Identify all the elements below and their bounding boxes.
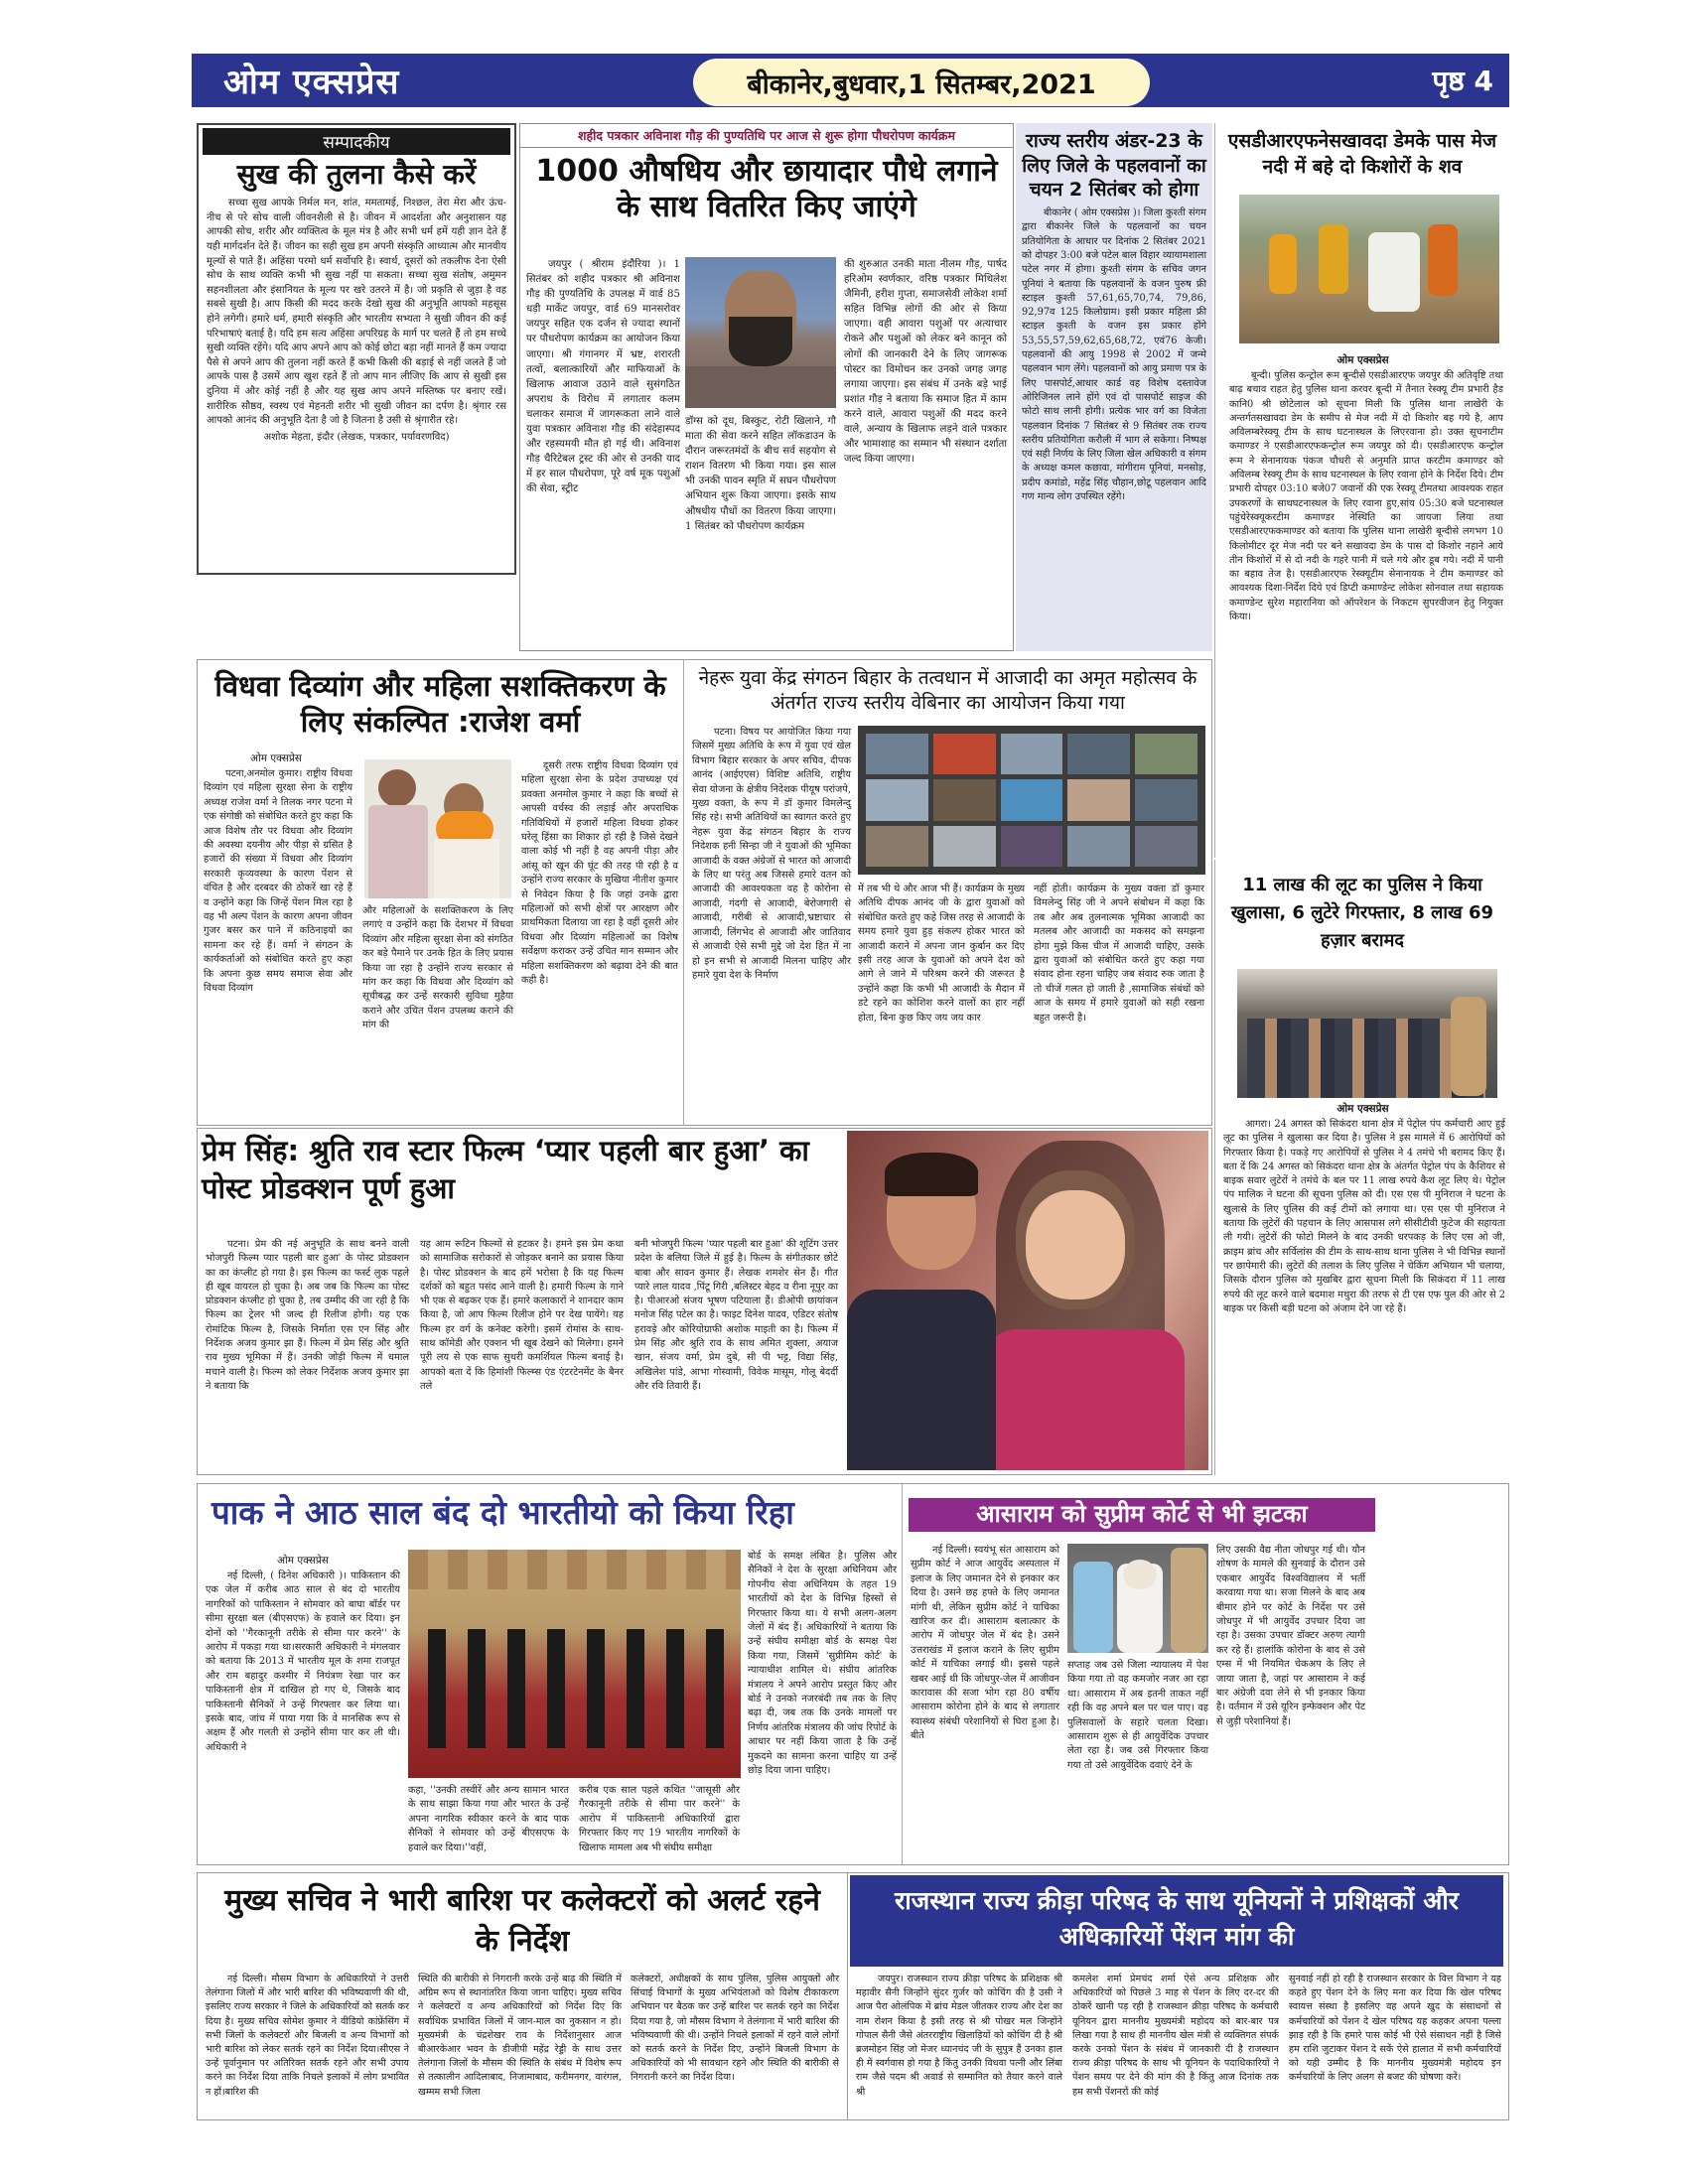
widow-source: ओम एक्सप्रेस: [250, 752, 302, 764]
sports-council-article: [847, 1872, 1509, 2120]
rain-article: [197, 1872, 847, 2120]
wrestling-article: [1016, 123, 1212, 651]
plantation-col1: जयपुर ( श्रीराम इंदौरिया )। 1 सितंबर को शहीद पत्रकार श्री अविनाश गौड़ की पुण्यतिथि के उपलक्ष में वार्ड 85 धड़ी मार्केट जयपुर, वार्ड 69 मानसरोवर जयपुर सहित एक दर्जन से ज्यादा स्थानों पर पौधरोपण कार्यक्रम का आयोजन किया जाएगा। श्री गंगानगर में भ्रष्ट, शरारती तत्वों, बलात्कारियों और माफियाओं के खिलाफ आवाज उठाने वाले सुसंगठित अपराध के विरोध में लगातार कलम चलाकर समाज में जागरूकता लाने वाले युवा पत्रकार अविनाश गौड़ की संदेहास्पद और रहस्यमयी मौत हो गई थी। अविनाश गौड़ चैरिटेबल ट्रस्ट की ओर से उनकी याद में हर साल पौधरोपण, पूरे वर्ष मूक पशुओं की सेवा, स्ट्रीट: [526, 259, 680, 495]
court-judges-photo: [408, 1550, 741, 1778]
asaram-headline: आसाराम को सुप्रीम कोर्ट से भी झटका: [909, 1498, 1375, 1532]
plantation-article: [519, 123, 1014, 651]
dateline: बीकानेर,बुधवार,1 सितम्बर,2021: [693, 59, 1150, 106]
asaram-article: [902, 1483, 1509, 1865]
webinar-screenshot: [858, 726, 1205, 875]
wrestling-body: बीकानेर ( ओम एक्सप्रेस )। जिला कुश्ती संगम द्वारा बीकानेर जिले के पहलवानों का चयन प्रतियोगिता के आधार पर दिनांक 2 सितंबर 2021 को दोपहर 3:00 बजे पटेल बाल विहार व्यायामशाला पटेल नगर में होगा। कुश्ती संगम के सचिव जगन पूनियां ने बताया कि पहलवानों के वजन पुरुष फ्री स्टाइल कुश्ती 57,61,65,70,74, 79,86, 92,97व 125 किलोग्राम। इसी प्रकार महिला फ्री स्टाइल कुश्ती के वजन इस प्रकार होंगे 53,55,57,59,62,65,68,72, एवं76 केजी। पहलवानों की आयु 1998 से 2002 में जन्मे पहलवान भाग लेंगे। पहलवानों को आयु प्रमाण पत्र के लिए पासपोर्ट,आधार कार्ड वह विशेष दस्तावेज ओरिजिनल लाने होंगे एवं दो पासपोर्ट साइज की फोटो साथ लानी होगी। प्रत्येक भार वर्ग का विजेता पहलवान दिनांक 7 सितंबर से 9 सितंबर तक राज्य स्तरीय प्रतियोगिता करौली में भाग ले सकेगा। निष्पक्ष एवं सही निर्णय के लिए जिला खेल अधिकारी व संगम के अध्यक्ष कमल कछावा, मांगीराम पूनियां, मनसोड़, प्रदीप कमांडो, महेंद्र सिंह चौहान,छोटू पहलवान आदि गण मान्य लोग उपस्थित रहेंगे।: [1022, 207, 1206, 502]
pak-col3: करीब एक साल पहले कथित ''जासूसी और गैरकानूनी तरीके से सीमा पार करने'' के आरोप में पाकिस्तानी अधिकारियों द्वारा गिरफ्तार किए गए 19 भारतीय नागरिकों के खिलाफ मामला अब भी संघीय समीक्षा: [579, 1785, 740, 1853]
film-col1: पटना। प्रेम की नई अनुभूति के साथ बनने वाली भोजपुरी फिल्म प्यार पहली बार हुआ' के पोस्ट प्रोडक्शन का का कंप्लीट हो गया है। इस फिल्म का फर्स्ट लुक पहले ही खूब वायरल हो चुका है। अब जब कि फिल्म का पोस्ट प्रोडक्शन कंप्लीट हो चुका है, तब उम्मीद की जा रही है कि फिल्म का ट्रेलर भी जल्द ही रिलीज होगी। यह एक रोमांटिक फिल्म है, जिसके निर्माता एस एन सिंह और निर्देशक अजय कुमार झा हैं। फिल्म में प्रेम सिंह और श्रुति राव मुख्य भूमिका में हैं। उनकी जोड़ी फिल्म में धमाल मचाने वाली है। फिल्म को लेकर निर्देशक अजय कुमार झा ने बताया कि: [206, 1239, 409, 1392]
river-article: [1214, 123, 1509, 858]
editorial-article: [197, 123, 516, 575]
avinash-gaur-photo: [685, 257, 836, 408]
sports-council-col3: सुनवाई नहीं हो रही है राजस्थान सरकार के वित्त विभाग ने यह कहते हुए पेंशन देने के लिए मना कर दिया कि खेल परिषद स्वायत्त संस्था है इसलिए वह अपने खुद के संसाधनों से कर्मचारियों को पेंशन दे खेल परिषद यह कहकर अपना पल्ला झाड़ रही है कि हमारे पास कोई भी ऐसे संसाधन नहीं है जिसे हम राशि जुटाकर पेंशन दे सकें ऐसे हालात में सभी कर्मचारियों को यही उम्मीद है कि माननीय मुख्यमंत्री महोदय इन कर्मचारियों के लिए अलग से बजट की घोषणा करें।: [1289, 1974, 1501, 2084]
river-body: बून्दी। पुलिस कन्ट्रोल रूम बून्दीसे एसडीआरएफ जयपुर की अतिवृष्टि तथा बाढ़ बचाव राहत हेतु पुलिस थाना करवर बून्दी में तैनात रेस्क्यू टीम प्रभारी हैड कानि0 श्री छोटेलाल को सूचना मिली कि पुलिस थाना लाखेरी के अन्तर्गतसखावदा डेम के समीप से मेज नदी में दो किशोर बह गये है, आप अविलम्बरेस्क्यू टीम के साथ घटनास्थल के लिएरवाना हो। उक्त सूचनाटीम कमाण्डर ने एसडीआरएफकन्ट्रोल रूम जयपुर को दी। एसडीआरएफ कन्ट्रोल रूम ने सेनानायक पंकज चौधरी से अनुमति प्राप्त करटीम कमाण्डर को अविलम्ब रेस्क्यू टीम के साथ घटनास्थल के लिए रवाना होने के निर्देश दिये। टीम प्रभारी दोपहर 03:10 बजे07 जवानों की एक रेस्क्यू टीमतथा आवश्यक राहत उपकरणों के साथघटनास्थल के लिए रवाना हुए,सांय 05:30 बजे घटनास्थल पहुंचेरेस्क्यूकरटीम कमाण्डर नेस्थिति का जायजा लिया तथा एसडीआरएफकमाण्डर को बताया कि पुलिस थाना लाखेरी बून्दीसे लगभग 10 किलोमीटर दूर मेज नदी पर बने सखावदा डेम के पास दो किशोर नहाने आये तीन किशोरों में से दो नदी के गहरे पानी में चले गये और डूब गये। नदी में पानी का बहाव तेज है। एसडीआरएफ रेस्क्यूटीम सेनानायक ने टीम कमाण्डर को आवश्यक दिशा-निर्देश दिये एवं डिप्टी कमाण्डेन्ट लोकेश सोनवाल तथा सहायक कमाण्डेन्ट सुरेश महारानिया को ऑपरेशन के निकटम सुपरवीजन हेतु नियुक्त किया।: [1229, 370, 1503, 623]
pak-source: ओम एक्सप्रेस: [277, 1555, 329, 1567]
widow-col3: दूसरी तरफ राष्ट्रीय विधवा दिव्यांग एवं महिला सुरक्षा सेना के प्रदेश उपाध्यक्ष एवं प्रवक्ता अनमोल कुमार ने कहा कि बच्चों से आपसी वर्चस्व की लड़ाई और अपराधिक गतिविधियों में हजारों महिला विधवा होकर घरेलू हिंसा का शिकार हो रही है जिसे देखने वाला कोई भी नहीं है वह अपनी पीड़ा और आंसू को खून की घूंट की तरह पी रही है व उन्होंने राज्य सरकार के मुखिया नीतीश कुमार से निवेदन किया है कि जहां उनके द्वारा महिलाओं को सभी क्षेत्रों पर आरक्षण और प्राथमिकता दिलाया जा रहा है वहीं दूसरी ओर विधवा और दिव्यांग महिलाओं का विशेष सर्वेक्षण कराकर उन्हें उचित मान सम्मान और महिला सशक्तिकरण को बढ़ावा देने की बात कही है।: [521, 760, 678, 987]
asaram-photo: [1067, 1544, 1208, 1653]
film-still-photo: [847, 1131, 1208, 1470]
loot-arrest-photo: [1237, 969, 1497, 1098]
pak-headline: पाक ने आठ साल बंद दो भारतीयो को किया रिहा: [211, 1493, 794, 1532]
widow-article: [197, 659, 683, 1126]
plantation-col2: डॉग्स को दूध, बिस्कुट, रोटी खिलाने, गौ माता की सेवा करने सहित लॉकडाउन के दौरान जरूरतमंदों के बीच सर्व सहयोग से राशन वितरण भी किया गया। इस साल भी उनकी पावन स्मृति में सघन पौधरोपण अभियान शुरू किया जाएगा। इसके साथ औषधीय पौधों का वितरण किया जाएगा। 1 सितंबर को पौधरोपण कार्यक्रम: [685, 416, 836, 532]
plantation-headline: 1000 औषधिय और छायादार पौधे लगाने के साथ वितरित किए जाएंगे: [535, 154, 998, 224]
webinar-col1: पटना। विषय पर आयोजित किया गया जिसमें मुख्य अतिथि के रूप में युवा एवं खेल विभाग बिहार सरकार के अपर सचिव, दीपक आनंद (आईएएस) विशिष्ट अतिथि, राष्ट्रीय सेवा योजना के क्षेत्रीय निदेशक पीयूष परांजपे, मुख्य वक्ता, के रूप में डॉ कुमार विमलेन्दु सिंह रहे। सभी अतिथियों का स्वागत करते हुए नेहरू युवा केंद्र संगठन बिहार के राज्य निदेशक हनी सिन्हा जी ने युवाओं की भूमिका आजादी के वक्त अंग्रेजों से भारत को आजादी के लिए था परंतु अब जिससे हमारे वतन को आजादी की आवश्यकता वह है कोरोना से आजादी, गंदगी से आजादी, बेरोजगारी से आजादी, गरीबी से आजादी,भ्रष्टाचार से आजादी, लिंगभेद से आजादी और जातिवाद से आजादी ऐसे सभी मुद्दे जो देश हित में ना हो इन सभी से आजादी मिलना चाहिए और हमारे युवा देश के निर्माण: [692, 727, 851, 981]
pak-article: [197, 1483, 902, 1865]
newspaper-title: ओम एक्सप्रेस: [223, 63, 400, 102]
widow-headline: विधवा दिव्यांग और महिला सशक्तिकरण के लिए संकल्पित :राजेश वर्मा: [214, 669, 666, 740]
editorial-author: अशोक मेहता, इंदौर (लेखक, पत्रकार, पर्यावरणविद): [263, 431, 450, 443]
rain-col2: स्थिति की बारीकी से निगरानी करके उन्हें बाढ़ की स्थिति में अग्रिम रूप से स्थानांतरित किया जाना चाहिए। मुख्य सचिव ने कलेक्टरों व अन्य अधिकारियों को निर्देश दिए कि सर्वाधिक प्रभावित जिलों में जान-माल का नुकसान न हो। मुख्यमंत्री के चंद्रशेखर राव के निर्देशानुसार आज बीआरकेआर भवन के डीजीपी महेंद्र रेड्डी के साथ उत्तर तेलंगाना जिलों के मौसम की स्थिति के संबंध में विशेष रूप से तत्कालीन आदिलाबाद, निजामाबाद, करीमनगर, वारंगल, खम्मम सभी जिला: [418, 1974, 622, 2098]
masthead: [192, 54, 1509, 107]
pak-col1: नई दिल्ली, ( दिनेश अधिकारी )। पाकिस्तान की एक जेल में करीब आठ साल से बंद दो भारतीय नागरिकों को पाकिस्तान ने सोमवार को बाघा बॉर्डर पर सीमा सुरक्षा बल (बीएसएफ) के हवाले कर दिया। इन दोनों को ''गैरकानूनी तरीके से सीमा पार करने'' के आरोप में पकड़ा गया था।सरकारी अधिकारी ने मंगलवार को बताया कि 2013 में भारतीय मूल के शमा राजपूत और राम बहादुर कश्मीर में नियंत्रण रेखा पार कर पाकिस्तानी क्षेत्र में दाखिल हो गए थे, जिसके बाद पाकिस्तानी सैनिकों ने उन्हें गिरफ्तार कर लिया था। इसके बाद, जांच में पाया गया कि वे मानसिक रूप से अक्षम हैं और गलती से उन्होंने सीमा पार कर ली थी।अधिकारी ने: [206, 1570, 400, 1753]
rain-col1: नई दिल्ली। मौसम विभाग के अधिकारियों ने उत्तरी तेलंगाना जिलों में और भारी बारिश की भविष्यवाणी की थी, इसलिए राज्य सरकार ने जिले के अधिकारियों को सतर्क कर दिया है। मुख्य सचिव सोमेश कुमार ने वीडियो कांफ्रेंसिंग में सभी जिलों के कलेक्टरों और बिजली व अन्य विभागों को भारी बारिश को लेकर सतर्क रहने का निर्देश दिया।सीएस ने उन्हें पूर्वानुमान पर अतिरिक्त सतर्क रहने और सभी उपाय करने का निर्देश दिया ताकि निचले इलाकों में लोग प्रभावित न हों।बारिश की: [206, 1974, 409, 2098]
loot-source: ओम एक्सप्रेस: [1336, 1103, 1389, 1115]
sports-council-headline: राजस्थान राज्य क्रीड़ा परिषद के साथ यूनियनों ने प्रशिक्षकों और अधिकारियों पेंशन मांग की: [850, 1875, 1503, 1967]
editorial-body: सच्चा सुख आपके निर्मल मन, शांत, ममतामई, निश्छल, तेरा मेरा और ऊंच-नीच से परे सोच वाली जीवनशैली से है। जीवन में आदर्शता और अनुशासन यह आपकी सोच, शरीर और व्यक्तित्व के मूल मंत्र है और सभी धर्म हमें यही ज्ञान देते हैं यही मार्गदर्शन देते हैं। जीवन का सही सुख हम अपनी संस्कृति आध्यात्म और मानवीय मूल्यों से पाते हैं। अहिंसा परमो धर्म सर्वोपरि है। स्वार्थ, दूसरों को तकलीफ देना ऐसी सोच के साथ व्यक्ति कभी भी सुख नहीं पा सकता। सच्चा सुख संतोष, अमुमन सहनशीलता और इंसानियत के मूल्य पर खरे उतरने में है। जो प्रकृति से जुड़ा है वह सबसे सुखी है। आप किसी की मदद करके देखो सुख की अनुभूति आपको महसूस होने लगेगी। हमारे धर्म, हमारी संस्कृति और भारतीय सभ्यता ने सुखी जीवन की कई परिभाषाएं बताई है। यदि हम सत्य अहिंसा अपरिग्रह के मार्ग पर चलते हैं तो हम सच्चे सुखी व्यक्ति रहेंगे। यदि आप अपने आप को कोई छोटा बड़ा नहीं मानते हैं कम ज्यादा पैसे से अपने आप की तुलना नहीं करते हैं कभी किसी की बड़ाई से नहीं जलते हैं जो आपके पास है उसमें आप खुश रहते हैं तो आप मान लीजिए कि आप से सुखी इस दुनिया में और कोई नहीं है और यह सुख आप अपने मस्तिष्क पर बनाए रखें। शारीरिक सौष्ठव, स्वस्थ एवं मेहनती शरीर भी सुखी जीवन का दर्पण है। श्रृंगार रस आपको आनंद की अनुभूति देता है जो है जितना है उसी से श्रृंगारीत रहे।: [207, 198, 506, 427]
river-headline: एसडीआरएफनेसखावदा डेमके पास मेज नदी में बहे दो किशोरों के शव: [1227, 130, 1497, 178]
rajesh-verma-photo: [364, 759, 511, 898]
loot-article: [1214, 860, 1509, 1475]
film-article: [197, 1128, 1212, 1475]
rain-col3: कलेक्टरों, अधीक्षकों के साथ पुलिस, पुलिस आयुक्तों और सिंचाई विभागों के मुख्य अभियंताओं को विशेष टीकाकरण अभियान पर बैठक कर उन्हें बारिश पर सतर्क रहने का निर्देश दिया गया है, जो मौसम विभाग ने तेलंगाना में भारी बारिश की भविष्यवाणी की थी। उन्होंने निचले इलाकों में रहने वाले लोगों को सतर्क करने के निर्देश दिए, उन्होंने बिजली विभाग के अधिकारियों को भी सावधान रहने और स्थिति की बारीकी से निगरानी करने का निर्देश दिया।: [631, 1974, 839, 2084]
film-headline: प्रेम सिंह: श्रुति राव स्टार फिल्म ‘प्यार पहली बार हुआ’ का पोस्ट प्रोडक्शन पूर्ण हुआ: [202, 1134, 809, 1205]
editorial-label: सम्पादकीय: [203, 128, 510, 155]
rain-headline: मुख्य सचिव ने भारी बारिश पर कलेक्टरों को अलर्ट रहने के निर्देश: [224, 1883, 820, 1959]
pak-col2: कहा, ''उनकी तस्वीरें और अन्य सामान भारत के साथ साझा किया गया और भारत के उन्हें अपना नागरिक स्वीकार करने के बाद पाक सैनिकों ने सोमवार को उन्हें बीएसएफ के हवाले कर दिया।''वहीं,: [408, 1785, 569, 1853]
plantation-col3: की शुरुआत उनकी माता नीलम गौड़, पार्षद हरिओम स्वर्णकार, वरिष्ठ पत्रकार मिथिलेश जैमिनी, हरीश गुप्ता, समाजसेवी लोकेश शर्मा सहित विभिन्न लोगों की ओर से किया जाएगा। वही आवारा पशुओं पर अत्याचार रोकने और पशुओं को लेकर बने कानून को लोगों की जानकारी देने के लिए जागरूक पोस्टर का विमोचन कर उनको जगह जगह लगाया जाएगा। इस संबंध में उनके बड़े भाई प्रशांत गौड़ ने बताया कि समाज हित में काम करने वाले, आवारा पशुओं की मदद करने वाले, अन्याय के खिलाफ लड़ने वाले पत्रकार और भामाशाह का सम्मान भी संस्थान दर्शाता जल्द किया जाएगा।: [844, 259, 1007, 466]
film-col2: यह आम रूटिन फिल्मों से हटकर है। हमने इस प्रेम कथा को सामाजिक सरोकारों से जोड़कर बनाने का प्रयास किया है। पोस्ट प्रोडक्शन के बाद हमें भरोसा है कि यह फिल्म दर्शकों को बहुत पसंद आने वाली है। हमारी फिल्म के गाने भी एक से बढ़कर एक हैं। हमारे कलाकारों ने शानदार काम किया है, जो आप फिल्म रिलीज होने पर देख पायेंगे। यह फिल्म हर वर्ग के कनेक्ट करेगी। इसमें रोमांस के साथ- साथ कॉमेडी और एक्शन भी खूब देखने को मिलेगा। हमने पूरी लय से एक साफ सुथरी कमर्शियल फिल्म बनाई है। आपको बता दें कि हिमांशी फिल्म्स एंड एंटरटेनमेंट के बैनर तले: [420, 1239, 624, 1392]
widow-col1: पटना,अनमोल कुमार। राष्ट्रीय विधवा दिव्यांग एवं महिला सुरक्षा सेना के राष्ट्रीय अध्यक्ष राजेश वर्मा ने तिलक नगर पटना मे एक संगोष्ठी को संबोधित करते हुए कहा कि आज विशेष तौर पर विधवा और दिव्यांग की अवस्था दयनीय और पीड़ा से ग्रसित है हजारों की संख्या में विधवा और दिव्यांग सरकारी कृव्यवस्था के कारण पेंशन से वंचित है और दरबदर की ठोकरें खा रहे हैं व उन्होंने कहा कि जिन्हें पेंशन मिल रहा है वह भी अल्प पेंशन के कारण अपना जीवन गुजर बसर कर पाने में कठिनाइयों का सामना कर रहे हैं। वर्मा ने संगठन के कार्यकर्ताओं को संबोधित करते हुए कहा कि अपना कुछ समय समाज सेवा और विधवा दिव्यांग: [204, 768, 352, 995]
sports-council-col2: कमलेश शर्मा प्रेमचंद शर्मा ऐसे अन्य प्रशिक्षक और अधिकारियों को पिछले 3 माह से पेंशन के लिए दर-दर की ठोकरें खानी पड़ रही है राजस्थान क्रीड़ा परिषद के कर्मचारी यूनियन द्वारा माननीय मुख्यमंत्री महोदय को बार-बार पत्र लिखा गया है साथ ही माननीय खेल मंत्री से व्यक्तिगत संपर्क करके उनको पेंशन के संबंध में जानकारी दी है राजस्थान राज्य क्रीड़ा परिषद के साथ भी यूनियन के पदाधिकारियों ने पेंशन समय पर देने की मांग की है किंतु आज दिनांक तक हम सभी पेंशनरों की कोई: [1072, 1974, 1279, 2098]
webinar-col2: में तब भी थे और आज भी हैं। कार्यक्रम के मुख्य अतिथि दीपक आनंद जी के द्वारा युवाओं को संबोधित करते हुए कहे जिस तरह से आजादी के समय हमारे युवा हुड़ संकल्प होकर भारत को आजादी कराने में अपना जान कुर्बान कर दिए इसी तरह आज के युवाओं को अपने देश को आगे ले जाने में परिश्रम करने की जरूरत है उन्होंने कहा कि कभी भी आजादी के मैदान में डटे रहने का कोशिश करने वालों का हार नहीं होता, बिना कुछ किए जय जय कार: [858, 884, 1025, 1024]
loot-body: आगरा। 24 अगस्त को सिकंदरा थाना क्षेत्र में पेट्रोल पंप कर्मचारी आए हुई लूट का पुलिस ने खुलासा कर दिया है। पुलिस ने इस मामले में 6 आरोपियों को गिरफ्तार किया है। पकड़े गए आरोपियों से पुलिस ने 4 तमंचे भी बरामद किए हैं। बता दें कि 24 अगस्त को सिकंदरा थाना क्षेत्र के अंतर्गत पेट्रोल पंप के कैशियर से बाइक सवार लुटेरों ने तमंचे के बल पर 11 लाख रुपये कैश लूट लिए थे। पेट्रोल पंप मालिक ने घटना की सूचना पुलिस को दी। एस एस पी मुनिराज ने घटना के खुलासे के लिए पुलिस की कई टीमों को लगाया था। एस एस पी मुनिराज ने बताया कि लुटेरों की पहचान के लिए आसपास लगे सीसीटीवी फुटेज की सहायता ली गयी। लुटेरों की फोटो मिलने के बाद उनकी धरपकड़ के लिए एस ओ जी, क्राइम ब्रांच और सर्विलांस की टीम के साथ-साथ थाना पुलिस ने भी विभिन्न स्थानों पर छापेमारी की। लुटेरों की तलाश के लिए पुलिस ने चेकिंग अभियान भी चलाया, जिसके दौरान पुलिस को मुखबिर द्वारा सूचना मिली कि सिकंदरा में 11 लाख रुपये की लूट करने वाले बदमाश मथुरा की तरफ से टी एस एफ पुल की ओर से 2 बाइक पर किसी बड़ी घटना को अंजाम देने जा रहे हैं।: [1223, 1119, 1505, 1314]
film-col3: बनी भोजपुरी फिल्म 'प्यार पहली बार हुआ' की शूटिंग उत्तर प्रदेश के बलिया जिले में हुई है। फिल्म के संगीतकार छोटे बाबा और सावन कुमार हैं। लेखक शमशेर सेन हैं। गीत प्यारे लाल यादव ,पिंटू गिरी ,बलिस्टर बेहद व रीना नूपुर का है। पीआरओ संजय भूषण पटियाला हैं। डीओपी छायांकन मनोज सिंह पटेल का है। फाइट दिनेश यादव, एडिटर संतोष हरावड़े और कोरियोग्राफी अशोक माइती का है। फिल्म में प्रेम सिंह और श्रुति राव के साथ अमित शुक्ला, अयाज खान, संजय वर्मा, प्रेम दुबे, सी पी भट्ट, विद्या सिंह, अखिलेश पांडे, आभा गोस्वामी, विवेक मासूम, गोलू बेदर्दी और रवि तिवारी हैं।: [634, 1239, 838, 1392]
widow-col2: और महिलाओं के सशक्तिकरण के लिए लगाएं व उन्होंने कहा कि देशभर में विधवा दिव्यांग और महिला सुरक्षा सेना को संगठित कर बड़े पैमाने पर उनके हित के लिए प्रयास किया जा रहा है उन्होंने राज्य सरकार से मांग कर कहा कि विधवा और दिव्यांग को सूचीबद्ध कर उन्हें सरकारी सुविधा मुहैया कराने और उचित पेंशन उपलब्ध कराने की मांग की: [362, 905, 513, 1031]
webinar-col3: नहीं होती। कार्यक्रम के मुख्य वक्ता डॉ कुमार विमलेन्दु सिंह जी ने अपने संबोधन में कहा कि तब और अब तुलनात्मक भूमिका आजादी का मतलब और आजादी का मकसद को समझना होगा मुझे किस चीज में आजादी चाहिए, उसके द्वारा युवाओं को संबोधित करते हुए कहा गया संवाद होना रहना चाहिए जब संवाद रुक जाता है तो चीजें गलत हो जाती है ,सामाजिक संबंधों को आज के समय में हमारे युवाओं को सही रखना बहुत जरूरी है।: [1034, 884, 1204, 1024]
webinar-article: [683, 659, 1212, 1126]
pak-col4: बोर्ड के समक्ष लंबित है। पुलिस और सैनिकों ने देश के सुरक्षा अधिनियम और गोपनीय सेवा अधिनियम के तहत 19 भारतीयों को देश के विभिन्न हिस्सों से गिरफ्तार किया था। ये सभी अलग-अलग जेलों में बंद हैं। अधिकारियों ने बताया कि उन्हें संघीय समीक्षा बोर्ड के समक्ष पेश किया गया, जिसमें 'सुप्रीमिम कोर्ट' के न्यायाधीश शामिल थे। संघीय आंतरिक मंत्रालय ने अपने आरोप प्रस्तुत किए और बोर्ड ने उनको नजरबंदी तब तक के लिए बढ़ा दी, जब तक कि उनके मामलों पर निर्णय आंतरिक मंत्रालय की जांच रिपोर्ट के आधार पर नहीं किया जाता है कि उन्हें मुकदमे का सामना करना चाहिए या उन्हें छोड़ दिया जाना चाहिए।: [748, 1551, 897, 1777]
river-rescue-photo: [1239, 195, 1499, 343]
webinar-headline: नेहरू युवा केंद्र संगठन बिहार के तत्वधान में आजादी का अमृत महोत्सव के अंतर्गत राज्य स्तरीय वेबिनार का आयोजन किया गया: [698, 667, 1197, 714]
asaram-col1: नई दिल्ली। स्वयंभू संत आसाराम को सुप्रीम कोर्ट ने आज आयुर्वेद अस्पताल में इलाज के लिए जमानत देने से इनकार कर दिया है। उसने छह हफ्ते के लिए जमानत मांगी थी, लेकिन सुप्रीम कोर्ट ने याचिका खारिज कर दी। आसाराम बलात्कार के आरोप में जोधपुर जेल में बंद है। उसने उत्तराखंड में इलाज कराने के लिए सुप्रीम कोर्ट में याचिका लगाई थी। इससे पहले खबर आई थी कि जोधपुर-जेल में आजीवन कारावास की सजा भोग रहा 80 वर्षीय आसाराम कोरोना होने के बाद से लगातार स्वास्थ्य संबंधी परेशानियों से घिरा हुआ है। बीते: [911, 1545, 1059, 1742]
plantation-kicker: शहीद पत्रकार अविनाश गौड़ की पुण्यतिथि पर आज से शुरू होगा पौधरोपण कार्यक्रम: [520, 124, 1013, 148]
loot-headline: 11 लाख की लूट का पुलिस ने किया खुलासा, 6 लुटेरे गिरफ्तार, 8 लाख 69 हज़ार बरामद: [1230, 875, 1494, 951]
asaram-col3: लिए उसकी वैद्य नीता जोधपुर गई थी। यौन शोषण के मामले की सुनवाई के दौरान उसे एकबार आयुर्वेद विश्वविद्यालय में भर्ती करवाया गया था। सजा मिलने के बाद अब बीमार होने पर कोर्ट के निर्देश पर उसे जोधपुर में भी आयुर्वेद उपचार दिया जा रहा है। उसका उपचार डॉक्टर अरुण त्यागी कर रहे हैं। हालांकि कोरोना के बाद से उसे एम्स में भी नियमित चेकअप के लिए ले जाया जाता है, जहां पर आसाराम ने कई बार अंग्रेजी दवा लेने से भी इनकार किया है। वर्तमान में उसे यूरिन इन्फेक्शन और पेट से जुड़ी परेशानियां हैं।: [1216, 1545, 1365, 1727]
wrestling-headline: राज्य स्तरीय अंडर-23 के लिए जिले के पहलवानों का चयन 2 सितंबर को होगा: [1022, 130, 1206, 202]
page-number: पृष्ठ 4: [1432, 65, 1493, 97]
asaram-col2: सप्ताह जब उसे जिला न्यायालय में पेश किया गया तो वह कमजोर नजर आ रहा था। आसाराम में अब इतनी ताकत नहीं रही कि वह अपने बल पर चल पाए। वह पुलिसवालों के सहारे चलता दिखा।आसाराम शुरू से ही आयुर्वेदिक उपचार लेता रहा है। जब उसे गिरफ्तार किया गया तो उसे आयुर्वेदिक दवाएं देने के: [1067, 1660, 1208, 1771]
sports-council-col1: जयपुर। राजस्थान राज्य क्रीड़ा परिषद के प्रशिक्षक श्री महावीर सैनी जिन्होंने सुंदर गुर्जर को कोचिंग की है उसी ने आज पैरा ओलंपिक में ब्रांच मेडल जीतकर राज्य और देश का नाम रोशन किया है इसी तरह से श्री पोखर मल जिन्होंने गोपाल सैनी जैसे अंतरराष्ट्रीय खिलाड़ियों को कोचिंग दी है श्री ब्रजमोहन सिंह जो मेजर ध्यानचंद जी के सुपुत्र हैं उनका हाल ही में स्वर्गवास हो गया है किंतु उनकी विधवा पत्नी और लिंबा राम जैसे पदम श्री अवार्ड से सम्मानित को तैयार करने वाले श्री: [856, 1974, 1062, 2098]
river-source: ओम एक्सप्रेस: [1336, 354, 1389, 366]
editorial-headline: सुख की तुलना कैसे करें: [236, 158, 477, 191]
